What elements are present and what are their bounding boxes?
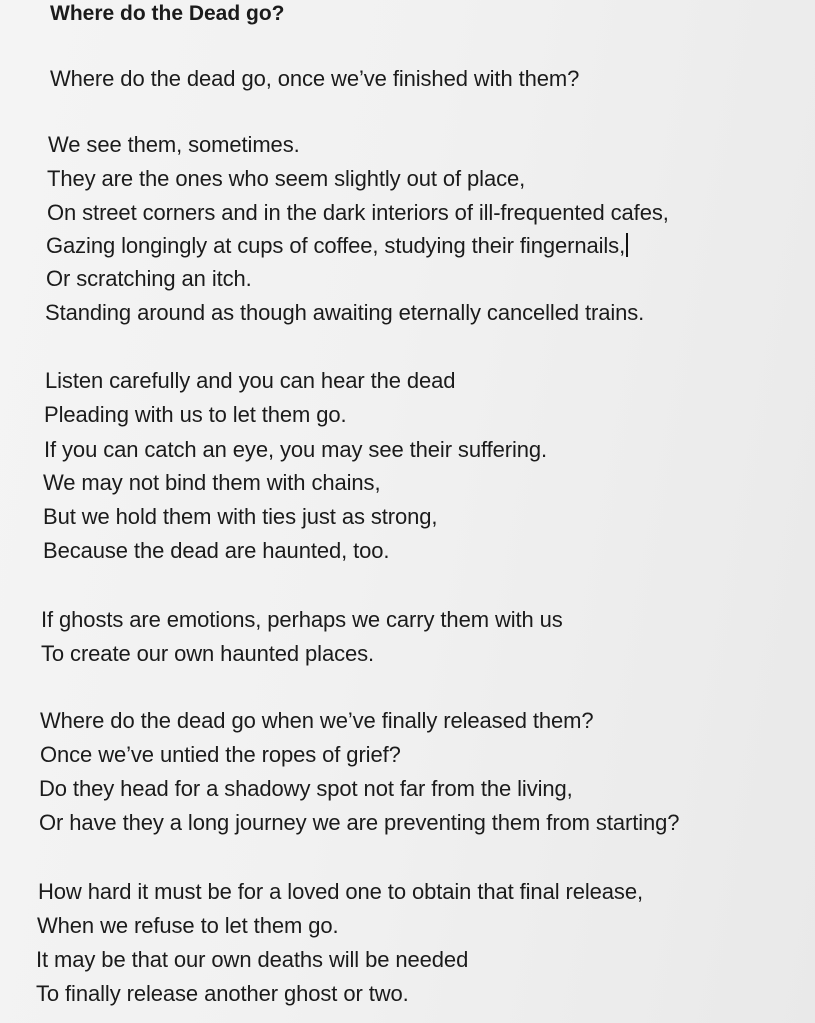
poem-line: To create our own haunted places. (41, 641, 375, 666)
poem-line: Standing around as though awaiting eternally cancelled trains. (45, 300, 645, 325)
poem-line: Because the dead are haunted, too. (43, 538, 390, 563)
poem-line: Pleading with us to let them go. (44, 402, 347, 427)
poem-line: Listen carefully and you can hear the dead (45, 368, 456, 393)
poem-line: If you can catch an eye, you may see their suffering. (44, 437, 548, 462)
poem-line: If ghosts are emotions, perhaps we carry them with us (41, 607, 563, 632)
poem-line: Or have they a long journey we are preventing them from starting? (39, 810, 680, 835)
poem-line: Once we’ve untied the ropes of grief? (40, 742, 401, 767)
poem-line: Do they head for a shadowy spot not far from the living, (39, 776, 573, 801)
poem-line: It may be that our own deaths will be needed (36, 947, 469, 972)
poem-line-text: Gazing longingly at cups of coffee, studying their fingernails, (46, 233, 626, 258)
poem-line: Or scratching an itch. (46, 266, 252, 291)
poem-title: Where do the Dead go? (50, 2, 285, 25)
poem-line: When we refuse to let them go. (37, 913, 339, 938)
poem-line: They are the ones who seem slightly out of place, (47, 166, 526, 191)
poem-line (46, 231, 628, 261)
poem-line: How hard it must be for a loved one to obtain that final release, (38, 879, 643, 904)
poem-line: Where do the dead go when we’ve finally released them? (40, 708, 594, 733)
poem-line: We see them, sometimes. (48, 132, 300, 157)
poem-line: On street corners and in the dark interiors of ill-frequented cafes, (47, 200, 669, 225)
poem-line: To finally release another ghost or two. (36, 981, 409, 1006)
poem-line: Where do the dead go, once we’ve finished with them? (50, 66, 580, 91)
poem-line: But we hold them with ties just as strong, (43, 504, 438, 529)
poem-line: We may not bind them with chains, (43, 470, 381, 495)
text-cursor (626, 233, 628, 257)
